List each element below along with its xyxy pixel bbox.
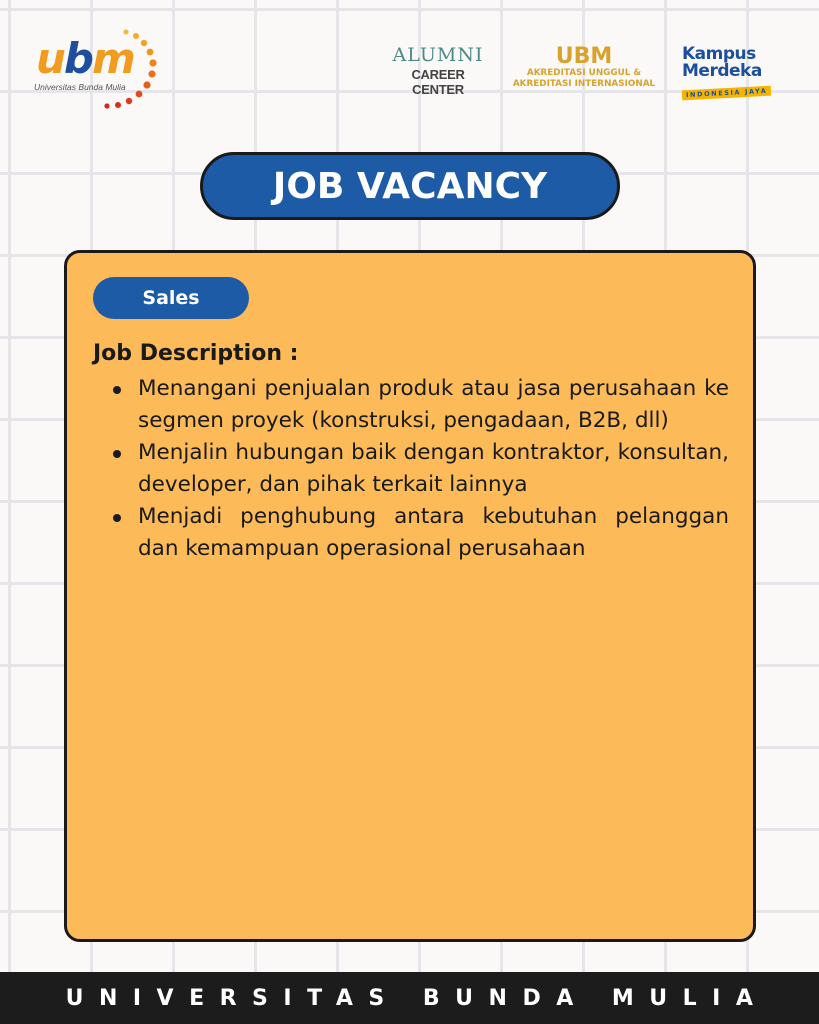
role-badge xyxy=(93,277,249,319)
job-description-list xyxy=(113,373,729,565)
list-item-text: Menjalin hubungan baik dengan kontraktor, konsultan, developer, dan pihak terkait lainnya xyxy=(138,440,729,497)
akreditasi-logo-title: UBM xyxy=(555,44,613,69)
title-banner xyxy=(200,152,620,220)
job-card xyxy=(64,250,756,942)
kampus-logo-line2: Merdeka xyxy=(682,61,762,81)
alumni-career-center-logo xyxy=(386,46,490,96)
ubm-subtitle: Universitas Bunda Mulia xyxy=(34,82,126,92)
ubm-logo xyxy=(32,24,162,116)
list-item-text: Menangani penjualan produk atau jasa perusahaan ke segmen proyek (konstruksi, pengadaan, B2B, dll) xyxy=(138,376,729,433)
bullet-icon xyxy=(113,514,121,522)
list-item xyxy=(113,501,729,565)
list-item xyxy=(113,437,729,501)
list-item-text: Menjadi penghubung antara kebutuhan pelanggan dan kemampuan operasional perusahaan xyxy=(138,504,729,561)
page-title: JOB VACANCY xyxy=(272,165,548,207)
akreditasi-logo-line2: AKREDITASI INTERNASIONAL xyxy=(512,78,656,89)
kampus-logo-line1: Kampus xyxy=(682,44,756,64)
footer-text: UNIVERSITAS BUNDA MULIA xyxy=(65,985,769,1011)
job-description-heading: Job Description : xyxy=(93,341,299,366)
akreditasi-logo-line1: AKREDITASI UNGGUL & xyxy=(526,68,642,78)
kampus-logo-band: INDONESIA JAYA xyxy=(682,86,772,101)
kampus-merdeka-logo xyxy=(682,46,792,102)
list-item xyxy=(113,373,729,437)
alumni-logo-top: ALUMNI xyxy=(392,44,484,66)
ubm-wordmark: ubm xyxy=(36,34,134,83)
role-label: Sales xyxy=(142,287,200,309)
akreditasi-logo xyxy=(502,46,666,90)
bullet-icon xyxy=(113,450,121,458)
bullet-icon xyxy=(113,386,121,394)
footer-bar xyxy=(0,972,819,1024)
alumni-logo-bottom: CAREER CENTER xyxy=(411,67,465,97)
